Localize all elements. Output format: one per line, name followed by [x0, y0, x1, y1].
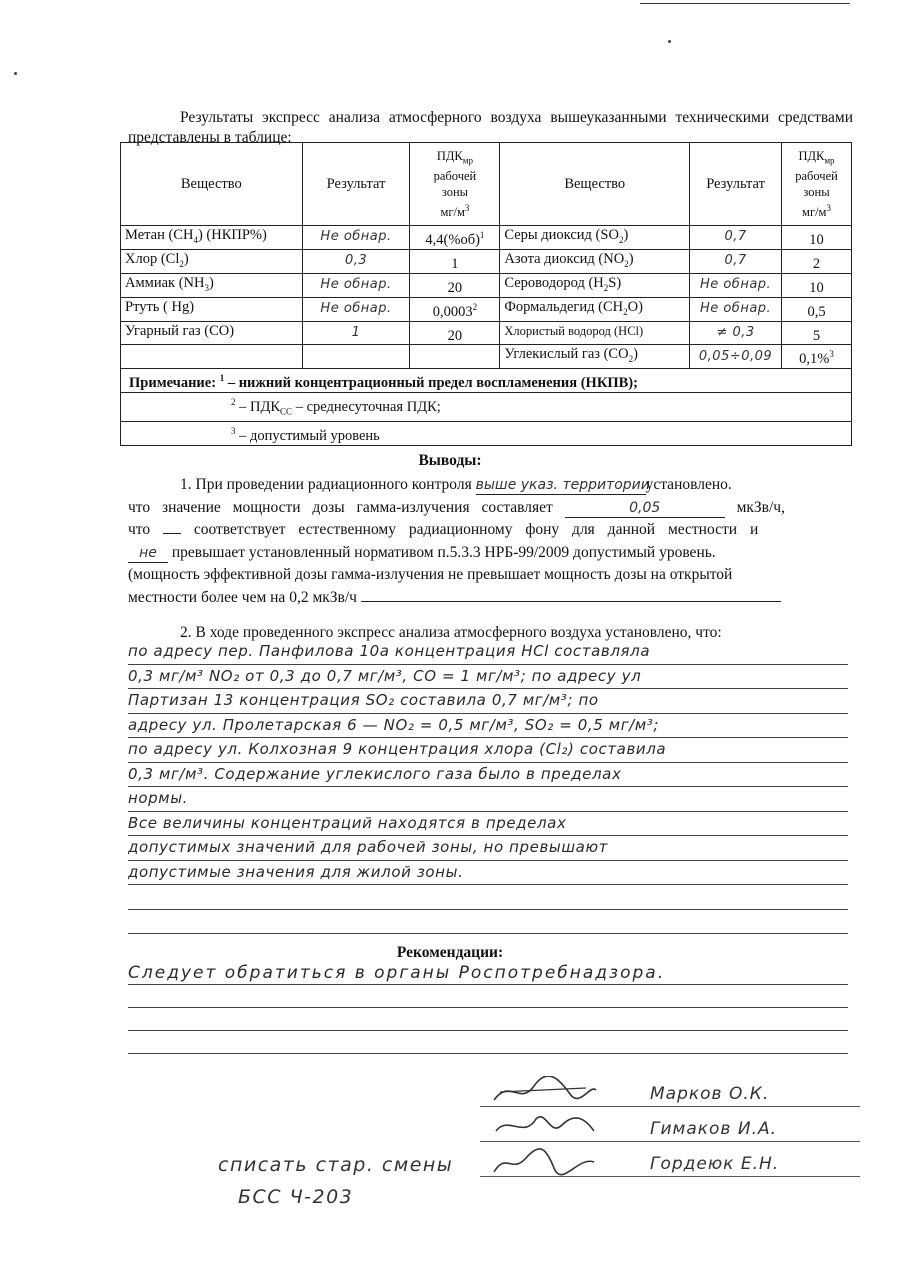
conclusion-1-line: что значение мощности дозы гамма-излучения составляет 0,05 мкЗв/ч, — [128, 498, 785, 516]
note-1: Примечание: $^1$ – нижний концентрационный предел воспламенения (НКПВ); — [121, 369, 852, 393]
cell-result: Не обнар. — [690, 273, 782, 297]
fill-dose: 0,05 — [565, 499, 725, 518]
cell-substance: Хлористый водород (HCl) — [500, 321, 690, 345]
cell-result: 1 — [302, 321, 410, 345]
fill-not: не — [128, 544, 168, 563]
signature-name: Гимаков И.А. — [650, 1119, 778, 1139]
conclusion-1-line: не превышает установленный нормативом п.5.3.3 НРБ-99/2009 допустимый уровень. — [128, 542, 848, 565]
handwritten-line — [128, 1031, 848, 1054]
cell-pdk: 1 — [410, 249, 500, 273]
table-row — [121, 345, 852, 369]
cell-pdk: 5 — [782, 321, 852, 345]
cell-result: Не обнар. — [302, 273, 410, 297]
recommendations-heading: Рекомендации: — [396, 944, 504, 961]
table-row — [121, 321, 852, 345]
cell-result: Не обнар. — [690, 297, 782, 321]
cell-substance: Формальдегид $(CH_2O)$ — [500, 297, 690, 321]
conclusion-1-line: что соответствует естественному радиационному фону для данной местности и — [128, 521, 759, 538]
signature-name: Гордеюк Е.Н. — [650, 1154, 780, 1174]
fill-territory: выше указ. территории — [475, 477, 650, 493]
handwritten-line — [128, 985, 848, 1008]
signature-name: Марков О.К. — [650, 1084, 770, 1104]
cell-substance: Углекислый газ $(CO_2)$ — [500, 345, 690, 369]
handwritten-line: допустимые значения для жилой зоны. — [128, 861, 848, 886]
results-table — [120, 142, 852, 446]
cell-result: 0,3 — [302, 249, 410, 273]
scan-speck — [14, 72, 17, 75]
cell-substance: Метан $(CH_4)$ (НКПР%) — [121, 226, 303, 250]
signature-scribble — [490, 1111, 600, 1141]
handwritten-note-2: БСС Ч-203 — [238, 1186, 354, 1208]
handwritten-line: допустимых значений для рабочей зоны, но превышают — [128, 836, 848, 861]
cell-substance: Хлор $(Cl_2)$ — [121, 249, 303, 273]
handwritten-line: Партизан 13 концентрация SO₂ составила 0,7 мг/м³; по — [128, 689, 848, 714]
table-row — [121, 273, 852, 297]
signature-row — [480, 1072, 860, 1107]
conclusion-1-line: местности более чем на 0,2 мкЗв/ч — [128, 587, 848, 610]
cell-substance: Ртуть ( Hg) — [121, 297, 303, 321]
table-body — [121, 226, 852, 369]
conclusion-1-line: (мощность эффективной дозы гамма-излучения не превышает мощность дозы на открытой — [128, 566, 733, 583]
col-pdk: $ПДК_{мр}$ рабочей зоны $мг/м^3$ — [410, 143, 500, 226]
conclusion-1 — [128, 474, 848, 609]
handwritten-line: 0,3 мг/м³. Содержание углекислого газа было в пределах — [128, 763, 848, 788]
signature-row — [480, 1142, 860, 1177]
cell-substance: Угарный газ (CO) — [121, 321, 303, 345]
cell-pdk: 10 — [782, 273, 852, 297]
cell-result: Не обнар. — [302, 226, 410, 250]
handwritten-line: нормы. — [128, 787, 848, 812]
table-note-row — [121, 421, 852, 445]
scan-speck — [668, 40, 671, 43]
cell-result: 0,7 — [690, 249, 782, 273]
col-result-2: Результат — [690, 143, 782, 226]
cell-pdk: 0,0003$^2$ — [410, 297, 500, 321]
col-pdk-2: $ПДК_{мр}$ рабочей зоны $мг/м^3$ — [782, 143, 852, 226]
handwritten-line — [128, 1008, 848, 1031]
col-result: Результат — [302, 143, 410, 226]
cell-pdk: 20 — [410, 273, 500, 297]
cell-pdk: 0,5 — [782, 297, 852, 321]
conclusion-2-line: 2. В ходе проведенного экспресс анализа атмосферного воздуха установлено, что: — [180, 624, 722, 641]
cell-result — [302, 345, 410, 369]
cell-result: Не обнар. — [302, 297, 410, 321]
fill-blank — [361, 601, 781, 602]
table-row — [121, 297, 852, 321]
conclusions-heading: Выводы: — [418, 452, 482, 469]
signature-scribble — [490, 1146, 600, 1176]
intro-text: Результаты экспресс анализа атмосферного воздуха вышеуказанными техническими средствами представлены в таблице: — [128, 109, 853, 146]
col-substance-2: Вещество — [500, 143, 690, 226]
cell-pdk: 0,1%$^3$ — [782, 345, 852, 369]
scan-edge-line — [640, 3, 850, 4]
cell-pdk: $4,4(\%об)^1$ — [410, 226, 500, 250]
signatures — [480, 1072, 860, 1177]
cell-substance: Азота диоксид $(NO_2)$ — [500, 249, 690, 273]
conclusion-1-line: 1. При проведении радиационного контроля выше указ. территорииустановлено. — [180, 476, 732, 493]
handwritten-line: по адресу пер. Панфилова 10а концентрация HCl составляла — [128, 640, 848, 665]
note-2: $^2 - ПДК_{СС}$ – среднесуточная ПДК; — [121, 393, 852, 422]
cell-substance: Серы диоксид $(SO_2)$ — [500, 226, 690, 250]
cell-substance: Аммиак $(NH_3)$ — [121, 273, 303, 297]
handwritten-line — [128, 910, 848, 935]
table-row — [121, 249, 852, 273]
conclusion-2-handwriting — [128, 640, 848, 934]
handwritten-line: адресу ул. Пролетарская 6 — NO₂ = 0,5 мг/м³, SO₂ = 0,5 мг/м³; — [128, 714, 848, 739]
signature-row — [480, 1107, 860, 1142]
handwritten-line: по адресу ул. Колхозная 9 концентрация хлора (Cl₂) составила — [128, 738, 848, 763]
table-note-row — [121, 393, 852, 422]
signature-scribble — [490, 1076, 600, 1106]
table-header-row — [121, 143, 852, 226]
table-row — [121, 226, 852, 250]
table-note-row — [121, 369, 852, 393]
fill-blank — [163, 533, 181, 534]
handwritten-note-1: списать стар. смены — [218, 1154, 454, 1176]
cell-pdk: 10 — [782, 226, 852, 250]
cell-pdk: 2 — [782, 249, 852, 273]
col-substance: Вещество — [121, 143, 303, 226]
handwritten-line — [128, 885, 848, 910]
cell-result: ≠ 0,3 — [690, 321, 782, 345]
cell-pdk — [410, 345, 500, 369]
note-3: $^3$ – допустимый уровень — [121, 421, 852, 445]
handwritten-line: 0,3 мг/м³ NO₂ от 0,3 до 0,7 мг/м³, CO = 1 мг/м³; по адресу ул — [128, 665, 848, 690]
handwritten-line: Следует обратиться в органы Роспотребнадзора. — [128, 962, 848, 985]
cell-result: 0,7 — [690, 226, 782, 250]
cell-substance: Сероводород $(H_2S)$ — [500, 273, 690, 297]
recommendations-handwriting — [128, 962, 848, 1054]
handwritten-line: Все величины концентраций находятся в пределах — [128, 812, 848, 837]
cell-result: 0,05÷0,09 — [690, 345, 782, 369]
cell-pdk: 20 — [410, 321, 500, 345]
cell-substance — [121, 345, 303, 369]
